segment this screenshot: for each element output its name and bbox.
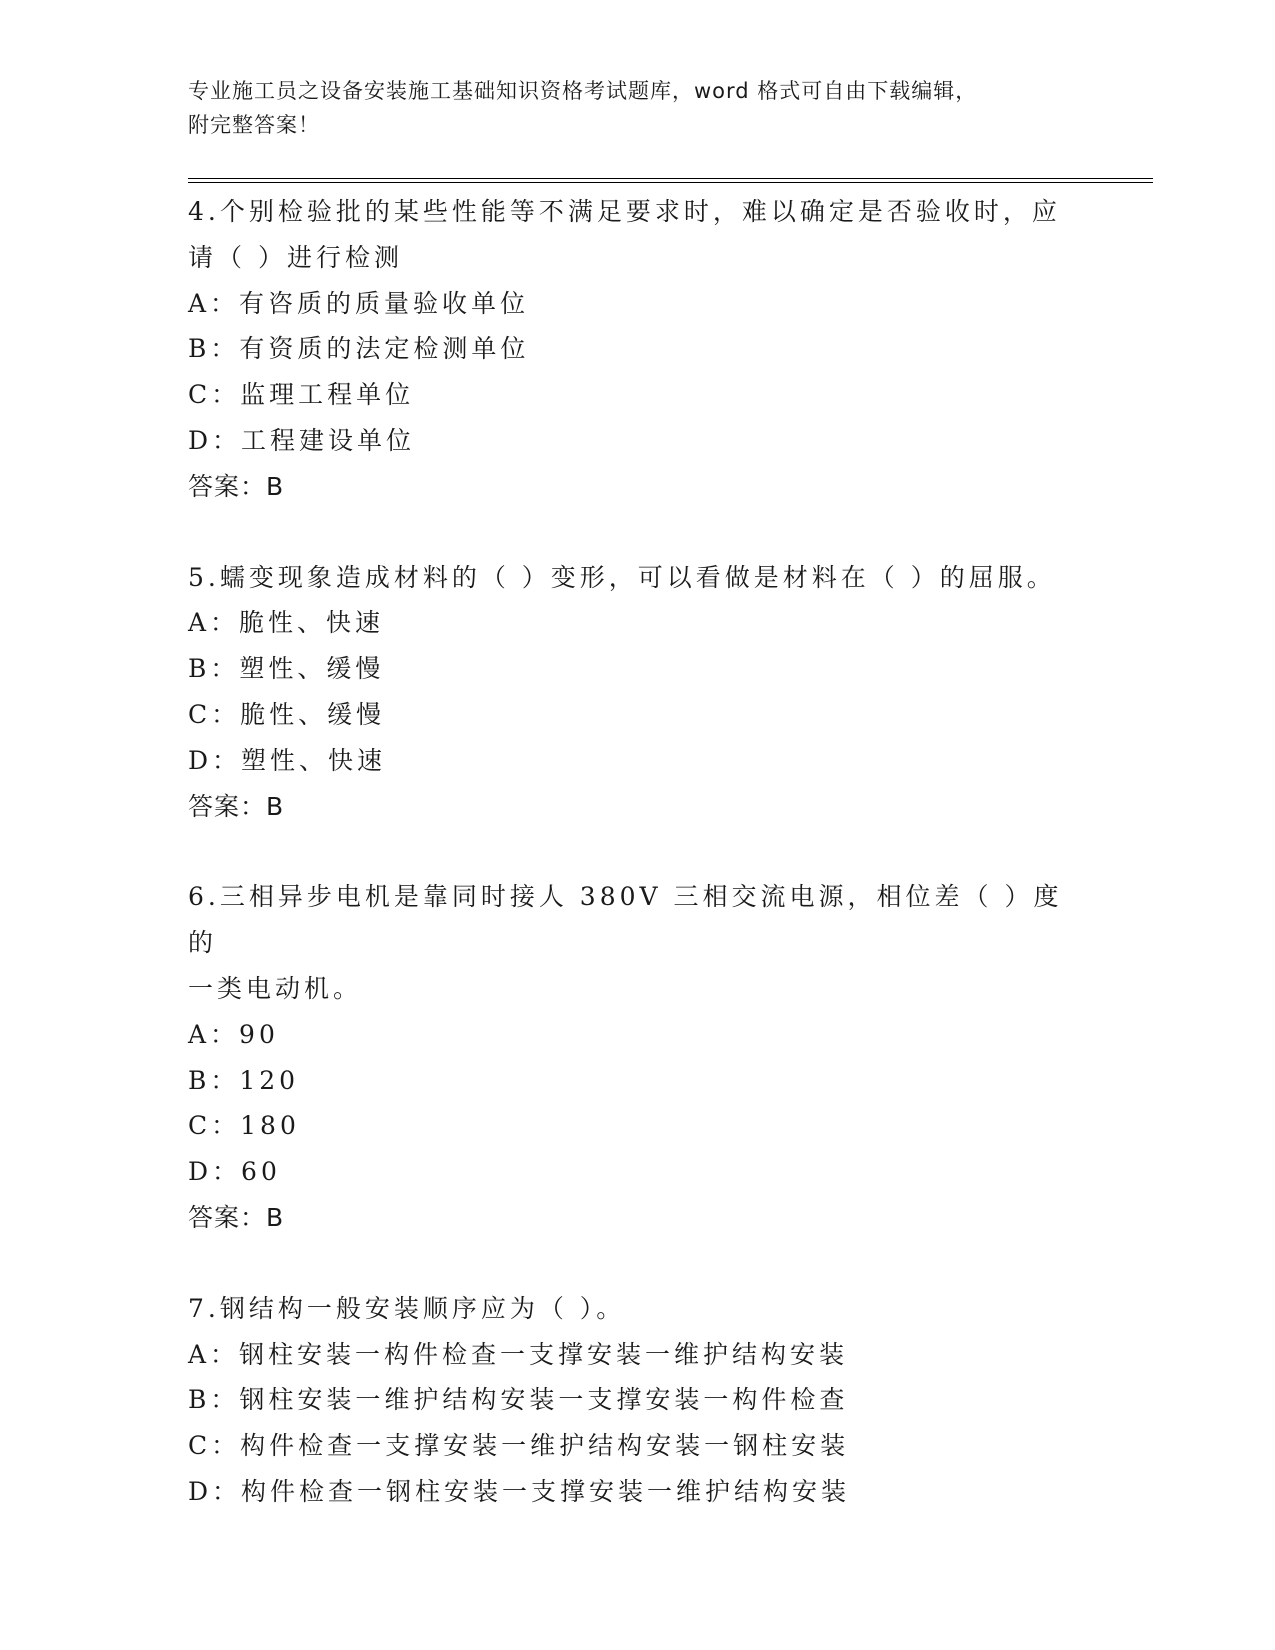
document-header	[188, 74, 1088, 142]
option-c: C：180	[188, 1111, 300, 1141]
question-stem-line: 5.蠕变现象造成材料的（ ）变形，可以看做是材料在（ ）的屈服。	[188, 562, 1056, 592]
option-d: D：构件检查一钢柱安装一支撑安装一维护结构安装	[188, 1476, 851, 1506]
option-d: D：塑性、快速	[188, 745, 387, 775]
question-stem-line: 4.个别检验批的某些性能等不满足要求时，难以确定是否验收时，应	[188, 197, 1061, 226]
option-b: B：塑性、缓慢	[188, 654, 385, 684]
question-stem	[188, 189, 1088, 281]
question-7	[188, 1286, 1088, 1515]
question-stem	[188, 874, 1088, 1011]
question-list	[188, 189, 1088, 1560]
question-stem-line: 请（ ）进行检测	[188, 242, 403, 272]
question-stem-line: 6.三相异步电机是靠同时接人 380V 三相交流电源，相位差（ ）度的	[188, 882, 1063, 958]
question-stem	[188, 1286, 1088, 1332]
option-c: C：构件检查一支撑安装一维护结构安装一钢柱安装	[188, 1431, 850, 1461]
question-6	[188, 874, 1088, 1240]
question-5	[188, 555, 1088, 830]
question-stem-line: 一类电动机。	[188, 973, 363, 1003]
header-line-1: 专业施工员之设备安装施工基础知识资格考试题库，word 格式可自由下载编辑，	[188, 79, 978, 103]
header-divider	[188, 178, 1153, 183]
question-stem-line: 7.钢结构一般安装顺序应为（ ）。	[188, 1293, 626, 1323]
question-4	[188, 189, 1088, 510]
answer-line: 答案：B	[188, 1202, 285, 1232]
option-c: C：监理工程单位	[188, 380, 415, 410]
option-a: A：90	[188, 1019, 279, 1049]
header-line-2: 附完整答案！	[188, 113, 320, 137]
answer-line: 答案：B	[188, 791, 285, 821]
option-c: C：脆性、缓慢	[188, 699, 386, 729]
option-a: A：钢柱安装一构件检查一支撑安装一维护结构安装	[188, 1339, 849, 1369]
option-a: A：有咨质的质量验收单位	[188, 288, 530, 318]
question-stem	[188, 555, 1088, 601]
option-b: B：有资质的法定检测单位	[188, 334, 530, 364]
option-b: B：120	[188, 1065, 300, 1095]
option-d: D：60	[188, 1157, 281, 1187]
option-d: D：工程建设单位	[188, 425, 416, 455]
option-a: A：脆性、快速	[188, 608, 385, 638]
option-b: B：钢柱安装一维护结构安装一支撑安装一构件检查	[188, 1385, 849, 1415]
answer-line: 答案：B	[188, 471, 285, 501]
